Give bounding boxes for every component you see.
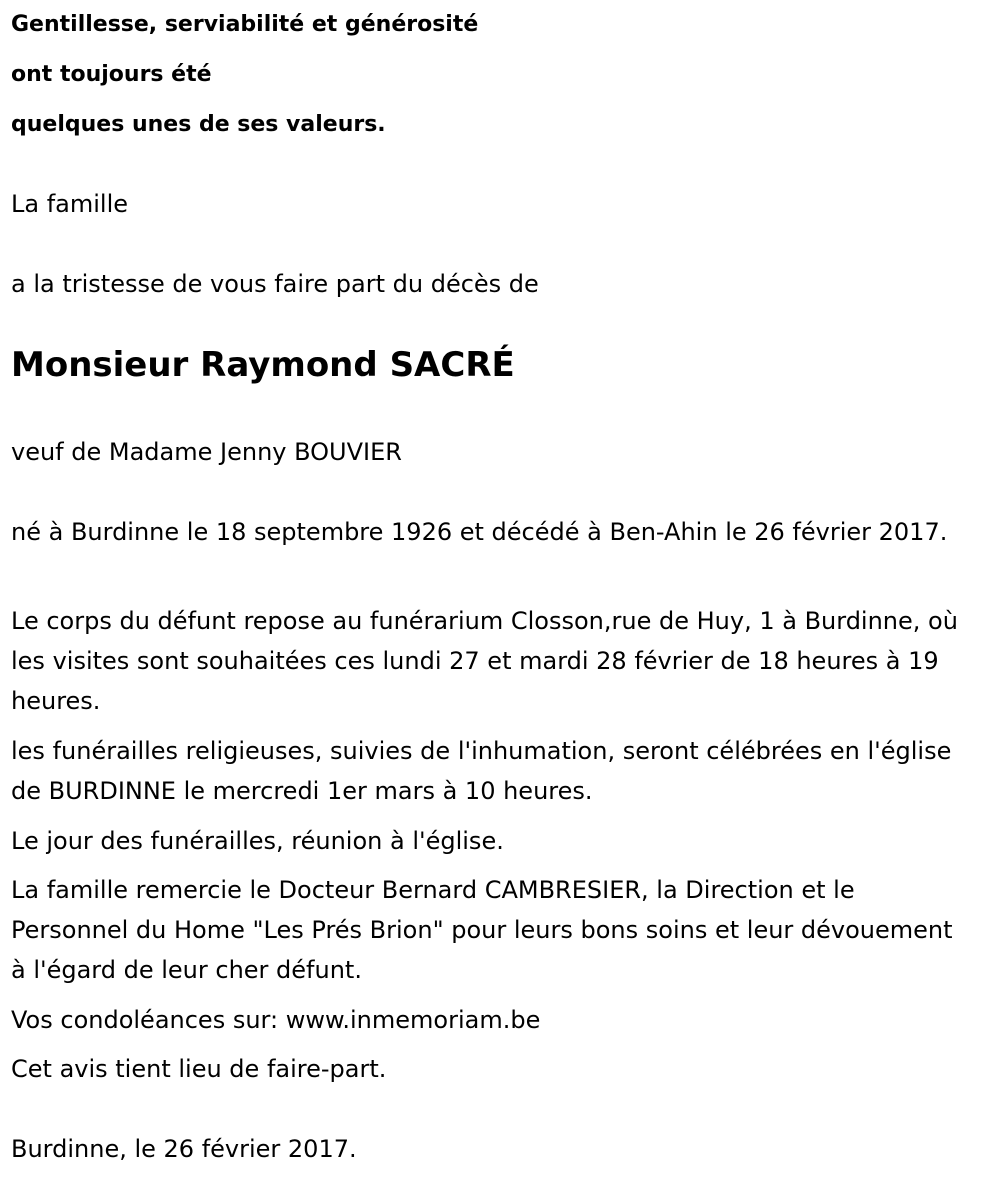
visitation-paragraph: Le corps du défunt repose au funérarium Closson,rue de Huy, 1 à Burdinne, où les visites sont souhaitées ces lundi 27 et mardi 28 février de 18 heures à 19 heures. [11, 607, 958, 715]
quote-line-1: Gentillesse, serviabilité et générosité [11, 12, 479, 37]
deceased-name: Monsieur Raymond SACRÉ [11, 345, 515, 385]
thanks-paragraph: La famille remercie le Docteur Bernard CAMBRESIER, la Direction et le Personnel du Home "Les Prés Brion" pour leurs bons soins et leur dévouement à l'égard de leur cher défunt. [11, 876, 953, 984]
meeting-paragraph: Le jour des funérailles, réunion à l'église. [11, 827, 504, 855]
quote-line-2: ont toujours été [11, 62, 212, 87]
place-date: Burdinne, le 26 février 2017. [11, 1135, 357, 1163]
notice-paragraph: Cet avis tient lieu de faire-part. [11, 1055, 387, 1083]
condolences-paragraph: Vos condoléances sur: www.inmemoriam.be [11, 1006, 541, 1034]
family-intro: La famille [11, 190, 129, 218]
announcement-text: a la tristesse de vous faire part du décès de [11, 270, 539, 298]
widower-of: veuf de Madame Jenny BOUVIER [11, 438, 402, 466]
funeral-paragraph: les funérailles religieuses, suivies de l'inhumation, seront célébrées en l'église de BURDINNE le mercredi 1er mars à 10 heures. [11, 737, 952, 805]
birth-death-paragraph: né à Burdinne le 18 septembre 1926 et décédé à Ben-Ahin le 26 février 2017. [11, 518, 948, 546]
quote-line-3: quelques unes de ses valeurs. [11, 112, 386, 137]
